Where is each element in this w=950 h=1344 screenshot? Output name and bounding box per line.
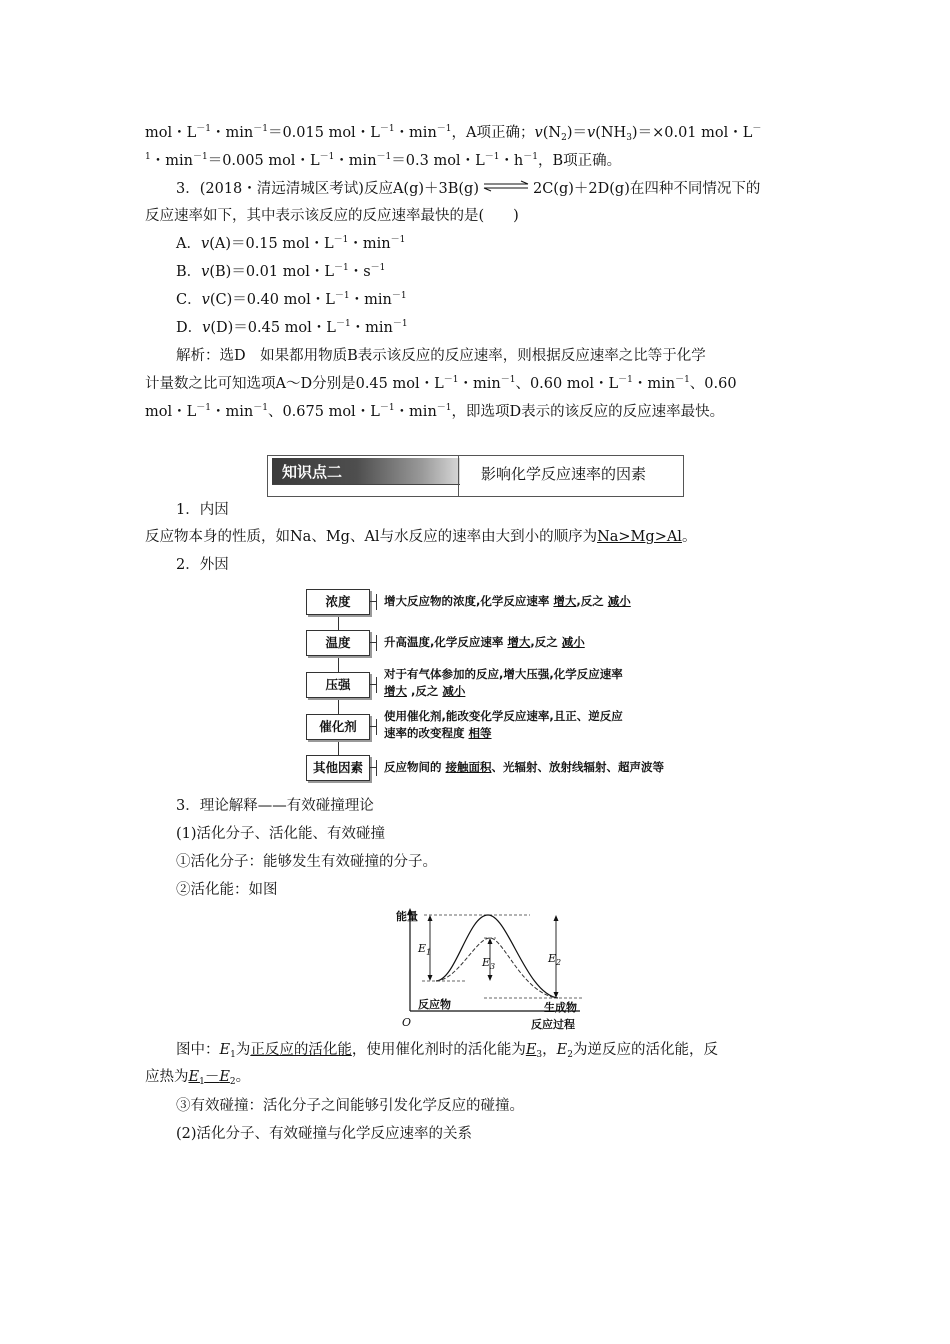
caption-line-1: 图中：$E_1$为正反应的活化能，使用催化剂时的活化能为$E_3$，$E_2$为逆反应的活化能，反 bbox=[176, 1042, 718, 1060]
reactant-label: 反应物 bbox=[418, 998, 451, 1011]
question-3-stem-line-1: 3．(2018・清远清城区考试)反应A(g)＋3B(g) 2C(g)＋2D(g)在四种不同情况下的 bbox=[176, 181, 761, 197]
top-line-1: mol・$L^{-1}$・$\min^{-1}=0.015$ mol・$L^{-1}$・$\min^{-1}$，A项正确；$v(N_2)=v(NH_3)=\times 0.01$ mol・L－ bbox=[145, 124, 762, 143]
x-axis-label: 反应过程 bbox=[531, 1018, 575, 1031]
top-line-2: $^1$・$\min^{-1}=0.005$ mol・$L^{-1}$・$\min^{-1}=0.3$ mol・$L^{-1}$・$h^{-1}$，B项正确。 bbox=[145, 152, 622, 169]
theory-heading: 3．理论解释——有效碰撞理论 bbox=[176, 798, 374, 814]
e1-arrow-up-icon bbox=[428, 915, 433, 921]
factor-box-catalyst: 催化剂 bbox=[306, 714, 370, 740]
e1-arrow-down-icon bbox=[428, 975, 433, 981]
factor-desc-others: 反应物间的 接触面积、光辐射、放射线辐射、超声波等 bbox=[384, 760, 665, 774]
e3-arrow-down-icon bbox=[488, 975, 493, 981]
option-a: A．v(A)＝0.15 mol・$L^{-1}$・$\min^{-1}$ bbox=[176, 235, 406, 252]
theory-item-3: ③有效碰撞：活化分子之间能够引发化学反应的碰撞。 bbox=[176, 1098, 524, 1114]
e2-label: $E_2$ bbox=[548, 952, 562, 967]
factor-bracket bbox=[376, 719, 380, 735]
catalyzed-curve bbox=[436, 938, 558, 998]
theory-item-1: ①活化分子：能够发生有效碰撞的分子。 bbox=[176, 854, 437, 870]
e3-arrow-up-icon bbox=[488, 938, 493, 944]
answer-reaction-heat: $E_1-E_2$ bbox=[188, 1069, 236, 1087]
e2-arrow-up-icon bbox=[554, 915, 559, 921]
activation-energy-diagram bbox=[396, 908, 586, 1033]
factor-bracket bbox=[376, 594, 380, 610]
e1-label: $E_1$ bbox=[418, 942, 432, 957]
factor-desc-catalyst: 使用催化剂,能改变化学反应速率,且正、逆反应 速率的改变程度 相等 bbox=[384, 709, 623, 740]
section-tag bbox=[272, 458, 460, 485]
answer-forward-activation-energy: 正反应的活化能 bbox=[250, 1042, 352, 1058]
theory-sub-2: (2)活化分子、有效碰撞与化学反应速率的关系 bbox=[176, 1126, 473, 1142]
analysis-line-2: 计量数之比可知选项A～D分别是0.45 mol・$L^{-1}$・$\min^{-1}$、0.60 mol・$L^{-1}$・$\min^{-1}$、0.60 bbox=[145, 375, 737, 392]
section-title: 影响化学反应速率的因素 bbox=[481, 465, 647, 483]
uncatalyzed-curve bbox=[436, 915, 558, 998]
y-axis-label: 能量 bbox=[396, 910, 418, 923]
section-header bbox=[267, 455, 684, 497]
caption-line-2: 应热为$E_1-E_2$。 bbox=[145, 1069, 251, 1087]
factor-box-concentration: 浓度 bbox=[306, 589, 370, 615]
origin-label: O bbox=[402, 1016, 412, 1029]
question-3-stem-line-2: 反应速率如下，其中表示该反应的反应速率最快的是( ) bbox=[145, 208, 519, 224]
option-c: C．v(C)＝0.40 mol・$L^{-1}$・$\min^{-1}$ bbox=[176, 291, 407, 308]
external-heading: 2．外因 bbox=[176, 557, 229, 573]
factor-box-others: 其他因素 bbox=[306, 755, 370, 781]
factor-bracket bbox=[376, 677, 380, 693]
factor-desc-pressure: 对于有气体参加的反应,增大压强,化学反应速率 增大 ,反之 减小 bbox=[384, 667, 623, 698]
factor-bracket bbox=[376, 760, 380, 776]
factor-desc-concentration: 增大反应物的浓度,化学反应速率 增大,反之 减小 bbox=[384, 594, 631, 608]
factor-box-temperature: 温度 bbox=[306, 630, 370, 656]
section-divider bbox=[458, 456, 459, 496]
e3-label: $E_3$ bbox=[482, 956, 496, 971]
answer-metal-order: Na>Mg>Al bbox=[597, 529, 682, 545]
section-tag-label: 知识点二 bbox=[282, 463, 343, 481]
factor-box-pressure: 压强 bbox=[306, 672, 370, 698]
theory-sub-1: (1)活化分子、活化能、有效碰撞 bbox=[176, 826, 386, 842]
internal-text: 反应物本身的性质，如Na、Mg、Al与水反应的速率由大到小的顺序为Na>Mg>Al。 bbox=[145, 529, 697, 545]
analysis-line-3: mol・$L^{-1}$・$\min^{-1}$、0.675 mol・$L^{-1}$・$\min^{-1}$，即选项D表示的该反应的反应速率最快。 bbox=[145, 403, 725, 420]
option-d: D．v(D)＝0.45 mol・$L^{-1}$・$\min^{-1}$ bbox=[176, 319, 408, 336]
internal-heading: 1．内因 bbox=[176, 502, 229, 518]
answer-catalyst-energy: $E_3$ bbox=[525, 1042, 543, 1060]
reversible-arrow-icon bbox=[481, 180, 531, 192]
factor-bracket bbox=[376, 635, 380, 651]
analysis-line-1: 解析：选D 如果都用物质B表示该反应的反应速率，则根据反应速率之比等于化学 bbox=[176, 348, 706, 364]
theory-item-2: ②活化能：如图 bbox=[176, 882, 278, 898]
product-label: 生成物 bbox=[544, 1001, 577, 1014]
option-b: B．v(B)＝0.01 mol・$L^{-1}$・$s^{-1}$ bbox=[176, 263, 386, 280]
factor-desc-temperature: 升高温度,化学反应速率 增大,反之 减小 bbox=[384, 635, 585, 649]
